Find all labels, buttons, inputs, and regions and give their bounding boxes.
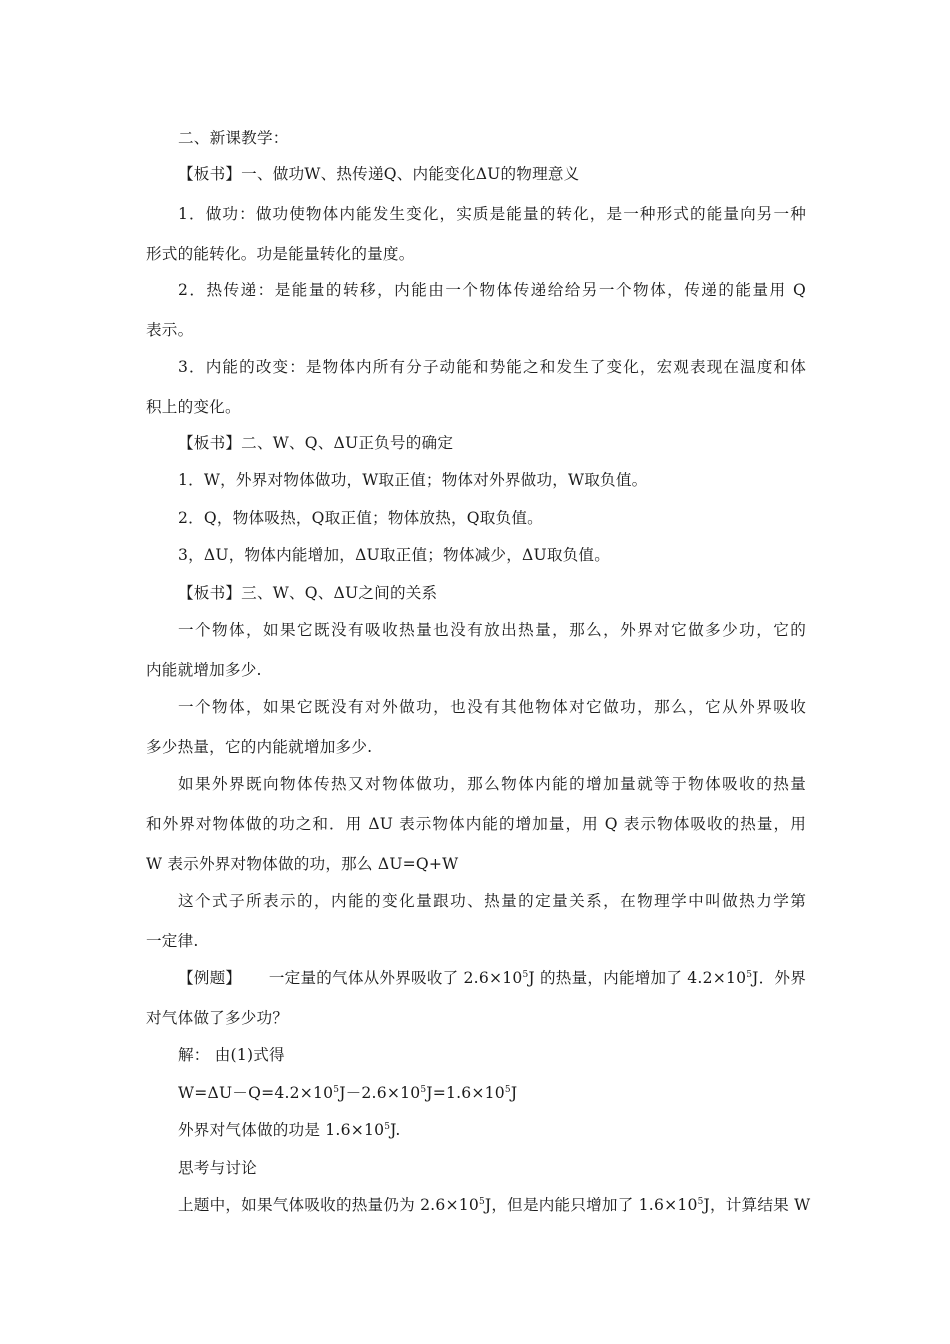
answer-text: 外界对气体做的功是 1.6×10: [178, 1121, 385, 1139]
exponent: 5: [478, 1197, 485, 1207]
first-law-line1: 这个式子所表示的，内能的变化量跟功、热量的定量关系，在物理学中叫做热力学第: [178, 892, 806, 910]
example-tail: J．外界: [752, 969, 806, 987]
example-energy: J 的热量，内能增加了 4.2×10: [528, 969, 747, 987]
first-law-line2: 一定律.: [146, 932, 199, 950]
eq-part: W=ΔU－Q=4.2×10: [178, 1084, 334, 1102]
solution-equation: [178, 1083, 517, 1103]
exponent: 5: [420, 1085, 427, 1095]
board-note-2: 【板书】二、W、Q、ΔU正负号的确定: [178, 434, 454, 452]
discussion-line1: [178, 1195, 811, 1215]
sign-rule-q: 2．Q，物体吸热，Q取正值；物体放热，Q取负值。: [178, 509, 543, 527]
sign-rule-du: 3，ΔU，物体内能增加，ΔU取正值；物体减少，ΔU取负值。: [178, 546, 610, 564]
paragraph-heat-line1: 2．热传递：是能量的转移，内能由一个物体传递给给另一个物体，传递的能量用 Q: [178, 281, 806, 299]
solution-intro: 解： 由(1)式得: [178, 1046, 285, 1064]
relation-para3-line2: 和外界对物体做的功之和．用 ΔU 表示物体内能的增加量，用 Q 表示物体吸收的热量，用: [146, 815, 806, 833]
exponent: 5: [522, 970, 529, 980]
paragraph-heat-line2: 表示。: [146, 321, 194, 339]
sign-rule-w: 1．W，外界对物体做功，W取正值；物体对外界做功，W取负值。: [178, 471, 648, 489]
example-heat: 一定量的气体从外界吸收了 2.6×10: [268, 969, 523, 987]
exponent: 5: [333, 1085, 340, 1095]
solution-answer: [178, 1120, 401, 1140]
relation-para1-line2: 内能就增加多少.: [146, 661, 262, 679]
paragraph-work-line1: 1．做功：做功使物体内能发生变化，实质是能量的转化，是一种形式的能量向另一种: [178, 205, 806, 223]
eq-part: J: [510, 1084, 518, 1102]
relation-para1-line1: 一个物体，如果它既没有吸收热量也没有放出热量，那么，外界对它做多少功，它的: [178, 621, 806, 639]
eq-part: J=1.6×10: [426, 1084, 505, 1102]
discussion-heading: 思考与讨论: [178, 1159, 257, 1177]
exponent: 5: [504, 1085, 511, 1095]
exponent: 5: [697, 1197, 704, 1207]
example-question-text: [269, 968, 806, 988]
example-line2: 对气体做了多少功？: [146, 1009, 289, 1027]
paragraph-energy-line1: 3．内能的改变：是物体内所有分子动能和势能之和发生了变化，宏观表现在温度和体: [178, 358, 806, 376]
discussion-part3: J，计算结果 W: [703, 1196, 811, 1214]
relation-para2-line2: 多少热量，它的内能就增加多少.: [146, 738, 373, 756]
relation-para3-line3: W 表示外界对物体做的功，那么 ΔU=Q+W: [146, 855, 459, 873]
relation-para3-line1: 如果外界既向物体传热又对物体做功，那么物体内能的增加量就等于物体吸收的热量: [178, 775, 806, 793]
paragraph-work-line2: 形式的能转化。功是能量转化的量度。: [146, 245, 415, 263]
exponent: 5: [746, 970, 753, 980]
answer-unit: J.: [390, 1121, 401, 1139]
board-note-3: 【板书】三、W、Q、ΔU之间的关系: [178, 584, 438, 602]
exponent: 5: [384, 1122, 391, 1132]
board-note-1: 【板书】一、做功W、热传递Q、内能变化ΔU的物理意义: [178, 165, 580, 183]
discussion-part1: [178, 1195, 485, 1215]
eq-part: J－2.6×10: [339, 1084, 421, 1102]
example-label: 【例题】: [178, 969, 242, 987]
example-line1: [178, 968, 806, 988]
paragraph-energy-line2: 积上的变化。: [146, 398, 241, 416]
discussion-text: 上题中，如果气体吸收的热量仍为 2.6×10: [178, 1196, 479, 1214]
discussion-text: J，但是内能只增加了 1.6×10: [484, 1196, 698, 1214]
section-heading: 二、新课教学：: [178, 129, 289, 147]
discussion-part2: [485, 1195, 704, 1215]
relation-para2-line1: 一个物体，如果它既没有对外做功，也没有其他物体对它做功，那么，它从外界吸收: [178, 698, 806, 716]
